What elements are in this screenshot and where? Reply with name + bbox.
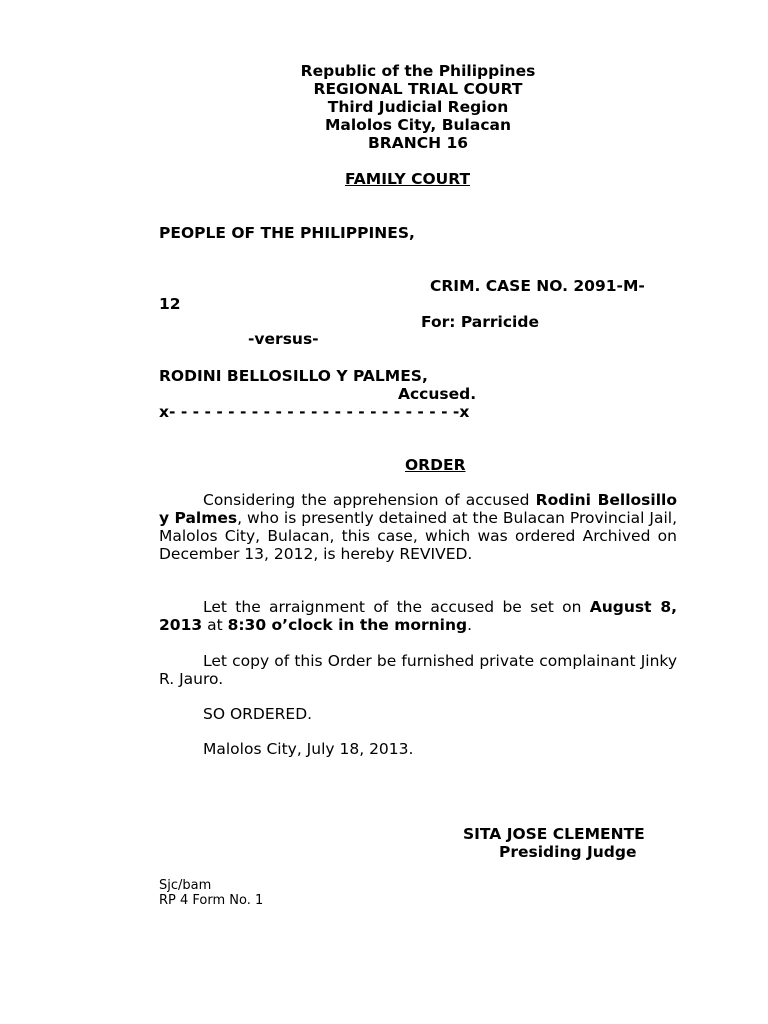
judge-title: Presiding Judge [499,843,637,861]
defendant-name: RODINI BELLOSILLO Y PALMES, [159,367,428,385]
so-ordered: SO ORDERED. [203,705,313,723]
order-text: , who is presently detained at the Bulacan Provincial Jail, Malolos City, Bulacan, this case, which was ordered Archived on December 13, 2012, is hereby REVIVED. [159,509,677,563]
header-court-name: REGIONAL TRIAL COURT [313,80,523,98]
caption-separator: x- - - - - - - - - - - - - - - - - - - - - - - - -x [159,403,470,421]
arraignment-time: 8:30 o’clock in the morning [227,616,468,634]
case-charge: For: Parricide [421,313,539,331]
order-paragraph-3: Let copy of this Order be furnished private complainant Jinky R. Jauro. [159,652,677,688]
header-region: Third Judicial Region [327,98,509,116]
judge-name: SITA JOSE CLEMENTE [463,825,645,843]
case-number: CRIM. CASE NO. 2091-M- [430,277,645,295]
reference-initials: Sjc/bam [159,878,212,893]
header-republic: Republic of the Philippines [300,62,536,80]
order-title: ORDER [405,456,466,474]
arraignment-date: August 8, 2013 [159,598,677,634]
order-text: Considering the apprehension of accused [203,491,536,509]
case-number-suffix: 12 [159,295,181,313]
order-date-place: Malolos City, July 18, 2013. [203,740,414,758]
form-number: RP 4 Form No. 1 [159,893,264,908]
order-text: . [467,616,473,634]
header-branch: BRANCH 16 [367,134,469,152]
accused-name: Rodini Bellosillo y Palmes [159,491,677,527]
order-text: Let the arraignment of the accused be set on [203,598,590,616]
order-paragraph-2 [159,598,677,634]
court-header [160,62,676,152]
accused-label: Accused. [398,385,477,403]
versus-label: -versus- [248,330,319,348]
family-court-heading: FAMILY COURT [345,170,471,188]
plaintiff-name: PEOPLE OF THE PHILIPPINES, [159,224,415,242]
order-paragraph-1 [159,491,677,563]
order-text: at [202,616,228,634]
header-city: Malolos City, Bulacan [324,116,511,134]
